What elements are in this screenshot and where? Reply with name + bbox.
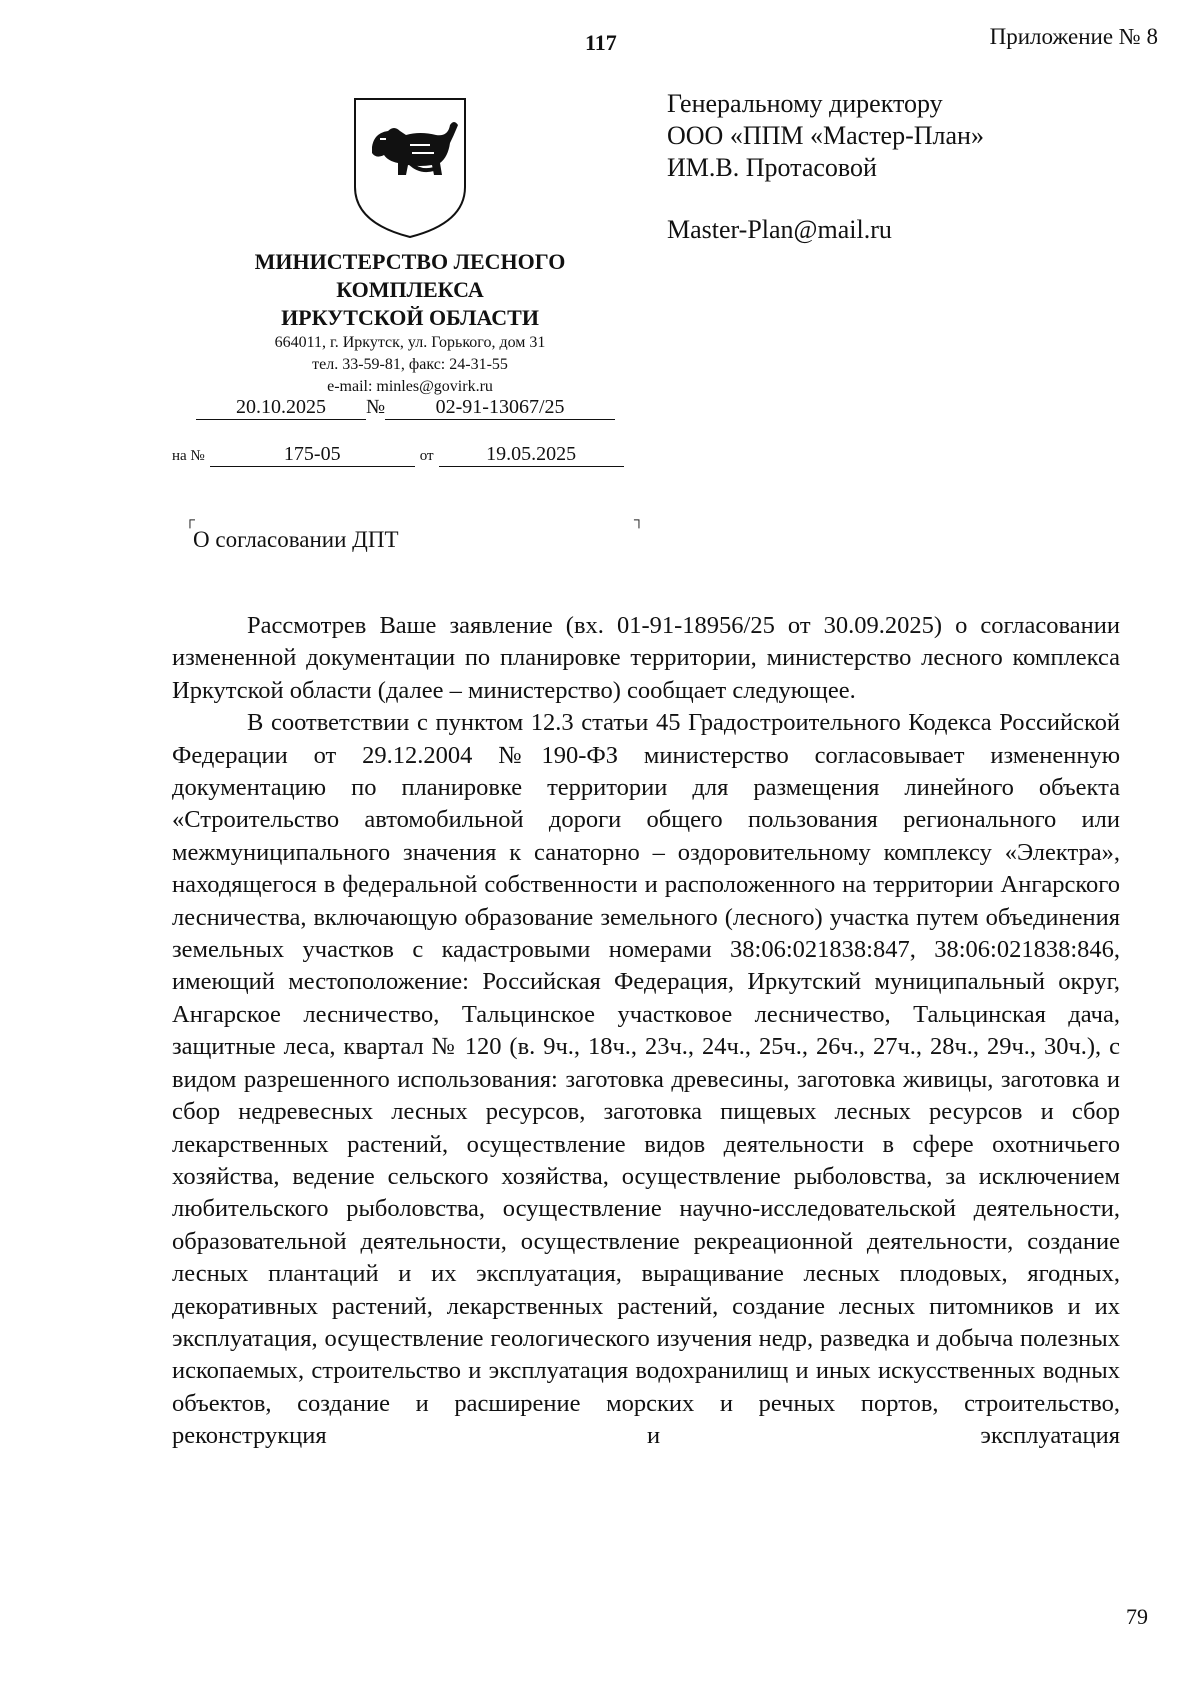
- reference-no-label: на №: [172, 448, 205, 464]
- reference-date: 19.05.2025: [439, 443, 624, 467]
- letter-subject: О согласовании ДПТ: [193, 527, 399, 552]
- addressee-company: ООО «ППМ «Мастер-План»: [667, 121, 984, 150]
- ministry-phone: тел. 33-59-81, факс: 24-31-55: [312, 356, 508, 373]
- ministry-name-line3: ИРКУТСКОЙ ОБЛАСТИ: [281, 305, 539, 330]
- addressee-position: Генеральному директору: [667, 89, 943, 118]
- addressee-block: [667, 88, 984, 246]
- ministry-name-line1: МИНИСТЕРСТВО ЛЕСНОГО: [254, 249, 566, 274]
- subject-corner-left: ┌: [185, 513, 195, 528]
- ministry-address: 664011, г. Иркутск, ул. Горького, дом 31: [274, 334, 546, 351]
- body-paragraph-2: В соответствии с пунктом 12.3 статьи 45 Градостроительного Кодекса Российской Федерации от 29.12.2004 №190-ФЗ министерство согласовывает измененную документацию по планировке территории для размещения линейного объекта «Строительство автомобильной дороги общего пользования регионального или межмуниципального значения к санаторно – оздоровительному комплексу «Электра», находящегося в федеральной собственности и расположенного на территории Ангарского лесничества, включающую образование земельного (лесного) участка путем объединения земельных участков с кадастровыми номерами 38:06:021838:847, 38:06:021838:846, имеющий местоположение: Российская Федерация, Иркутский муниципальный округ, Ангарское лесничество, Тальцинское участковое лесничество, Тальцинская дача, защитные леса, квартал № 120 (в. 9ч., 18ч., 23ч., 24ч., 25ч., 26ч., 27ч., 28ч., 29ч., 30ч.), с видом разрешенного использования: заготовка древесины, заготовка живицы, заготовка и сбор недревесных лесных ресурсов, заготовка пищевых лесных ресурсов и сбор лекарственных растений, осуществление видов деятельности в сфере охотничьего хозяйства, ведение сельского хозяйства, осуществление рыболовства, за исключением любительского рыболовства, осуществление научно-исследовательской деятельности, образовательной деятельности, осуществление рекреационной деятельности, создание лесных плантаций и их эксплуатация, выращивание лесных плодовых, ягодных, декоративных растений, лекарственных растений, создание лесных питомников и их эксплуатация, осуществление геологического изучения недр, разведка и добыча полезных ископаемых, строительство и эксплуатация водохранилищ и иных искусственных водных объектов, создание и расширение морских и речных портов, строительство, реконструкция и эксплуатация: [172, 709, 1120, 1450]
- registration-number-sign: №: [366, 396, 386, 418]
- addressee-email: Master-Plan@mail.ru: [667, 215, 892, 244]
- registration-line: [196, 396, 615, 420]
- reference-line: [172, 443, 624, 467]
- addressee-name: ИМ.В. Протасовой: [667, 153, 877, 182]
- coat-of-arms-icon: [350, 95, 470, 240]
- ministry-name-line2: КОМПЛЕКСА: [336, 277, 484, 302]
- registration-date: 20.10.2025: [196, 396, 366, 420]
- appendix-label: Приложение № 8: [989, 24, 1158, 49]
- registration-number: 02-91-13067/25: [385, 396, 615, 420]
- ministry-email: e-mail: minles@govirk.ru: [327, 378, 493, 395]
- ministry-contacts: [170, 332, 650, 398]
- reference-number: 175-05: [210, 443, 415, 467]
- letter-body: [172, 610, 1120, 1453]
- reference-from-label: от: [419, 448, 434, 464]
- ministry-name: [170, 248, 650, 332]
- page-number-bottom: 79: [1126, 1604, 1148, 1629]
- subject-corner-right: ┐: [634, 513, 644, 528]
- page-number-top: 117: [585, 30, 617, 55]
- body-paragraph-1: Рассмотрев Ваше заявление (вх. 01-91-18956/25 от 30.09.2025) о согласовании измененной документации по планировке территории, министерство лесного комплекса Иркутской области (далее – министерство) сообщает следующее.: [172, 612, 1120, 704]
